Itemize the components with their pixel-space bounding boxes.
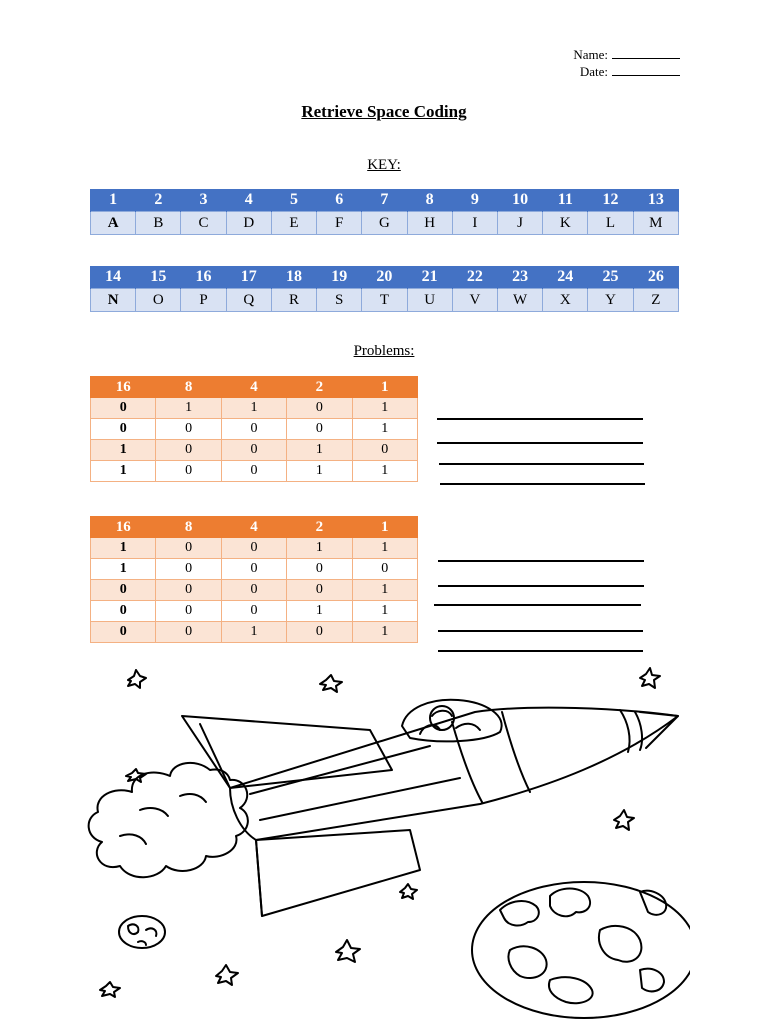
- problem-table-2: [90, 516, 418, 643]
- key-letter: U: [407, 289, 452, 312]
- key-number: 7: [362, 189, 407, 212]
- binary-digit: 0: [156, 580, 221, 601]
- key-letter: X: [543, 289, 588, 312]
- answer-line[interactable]: [438, 650, 643, 652]
- answer-line[interactable]: [440, 483, 645, 485]
- binary-digit: 0: [287, 580, 352, 601]
- binary-digit: 1: [156, 398, 221, 419]
- astronaut-icon: [402, 700, 502, 742]
- key-letter: B: [136, 212, 181, 235]
- problem-table-1: [90, 376, 418, 482]
- key-number: 10: [497, 189, 542, 212]
- place-value-header: 1: [352, 377, 417, 398]
- answer-line[interactable]: [438, 585, 644, 587]
- key-number: 4: [226, 189, 271, 212]
- binary-digit: 0: [221, 559, 286, 580]
- binary-digit: 0: [221, 461, 286, 482]
- binary-digit: 0: [91, 419, 156, 440]
- binary-row: [91, 419, 418, 440]
- binary-digit: 1: [352, 398, 417, 419]
- key-number: 14: [91, 266, 136, 289]
- binary-digit: 1: [91, 538, 156, 559]
- binary-digit: 0: [221, 538, 286, 559]
- key-letter: C: [181, 212, 226, 235]
- binary-digit: 1: [287, 440, 352, 461]
- key-number-row: [91, 266, 679, 289]
- binary-digit: 0: [287, 419, 352, 440]
- star-icon: [640, 668, 660, 688]
- moon-icon: [119, 916, 165, 948]
- key-number: 24: [543, 266, 588, 289]
- star-icon: [128, 670, 146, 688]
- binary-digit: 0: [221, 419, 286, 440]
- key-number: 18: [271, 266, 316, 289]
- date-label: Date:: [579, 64, 608, 79]
- date-blank[interactable]: [612, 63, 680, 76]
- key-number: 8: [407, 189, 452, 212]
- key-letter: G: [362, 212, 407, 235]
- place-value-header: 2: [287, 377, 352, 398]
- name-blank[interactable]: [612, 46, 680, 59]
- key-letter: R: [271, 289, 316, 312]
- key-letter: K: [543, 212, 588, 235]
- key-number-row: [91, 189, 679, 212]
- key-number: 17: [226, 266, 271, 289]
- binary-digit: 0: [91, 580, 156, 601]
- binary-row: [91, 440, 418, 461]
- binary-digit: 0: [352, 559, 417, 580]
- binary-digit: 1: [287, 538, 352, 559]
- binary-row: [91, 580, 418, 601]
- key-label: KEY:: [367, 157, 401, 173]
- binary-digit: 0: [91, 601, 156, 622]
- binary-digit: 0: [287, 622, 352, 643]
- key-number: 3: [181, 189, 226, 212]
- name-field[interactable]: [520, 46, 680, 63]
- key-number: 21: [407, 266, 452, 289]
- binary-digit: 0: [91, 622, 156, 643]
- key-table-1: [90, 189, 679, 235]
- star-icon: [216, 965, 238, 985]
- key-number: 6: [317, 189, 362, 212]
- key-letter-row: [91, 289, 679, 312]
- key-letter: L: [588, 212, 633, 235]
- key-number: 26: [633, 266, 678, 289]
- binary-digit: 0: [156, 538, 221, 559]
- rocket-icon: [182, 708, 678, 916]
- star-icon: [320, 675, 342, 692]
- binary-digit: 0: [287, 559, 352, 580]
- key-letter: P: [181, 289, 226, 312]
- key-letter: A: [91, 212, 136, 235]
- binary-row: [91, 398, 418, 419]
- key-number: 5: [271, 189, 316, 212]
- binary-digit: 0: [91, 398, 156, 419]
- header-fields: [520, 46, 680, 80]
- key-letter: Z: [633, 289, 678, 312]
- place-value-header-row: [91, 377, 418, 398]
- key-number: 25: [588, 266, 633, 289]
- key-letter: V: [452, 289, 497, 312]
- star-icon: [614, 810, 634, 830]
- star-icon: [336, 940, 360, 962]
- key-number: 1: [91, 189, 136, 212]
- binary-digit: 0: [156, 601, 221, 622]
- key-letter: E: [271, 212, 316, 235]
- key-letter: Q: [226, 289, 271, 312]
- binary-row: [91, 538, 418, 559]
- binary-digit: 0: [221, 440, 286, 461]
- place-value-header: 16: [91, 377, 156, 398]
- binary-row: [91, 601, 418, 622]
- key-letter: Y: [588, 289, 633, 312]
- key-letter: W: [497, 289, 542, 312]
- name-label: Name:: [573, 47, 608, 62]
- binary-digit: 0: [352, 440, 417, 461]
- place-value-header-row: [91, 517, 418, 538]
- place-value-header: 4: [221, 517, 286, 538]
- binary-digit: 1: [221, 622, 286, 643]
- planet-icon: [472, 882, 690, 1018]
- key-number: 19: [317, 266, 362, 289]
- place-value-header: 1: [352, 517, 417, 538]
- binary-digit: 1: [91, 440, 156, 461]
- key-number: 2: [136, 189, 181, 212]
- key-number: 15: [136, 266, 181, 289]
- date-field[interactable]: [520, 63, 680, 80]
- binary-digit: 0: [156, 419, 221, 440]
- key-number: 13: [633, 189, 678, 212]
- binary-digit: 1: [91, 559, 156, 580]
- binary-digit: 0: [156, 461, 221, 482]
- answer-line[interactable]: [437, 442, 643, 444]
- key-number: 23: [497, 266, 542, 289]
- place-value-header: 4: [221, 377, 286, 398]
- space-illustration: [80, 660, 690, 1020]
- key-letter: J: [497, 212, 542, 235]
- page-title: Retrieve Space Coding: [301, 102, 467, 121]
- binary-digit: 1: [287, 601, 352, 622]
- place-value-header: 16: [91, 517, 156, 538]
- binary-row: [91, 461, 418, 482]
- key-letter: T: [362, 289, 407, 312]
- key-letter: I: [452, 212, 497, 235]
- key-number: 11: [543, 189, 588, 212]
- place-value-header: 8: [156, 377, 221, 398]
- binary-row: [91, 622, 418, 643]
- key-letter: M: [633, 212, 678, 235]
- key-letter: O: [136, 289, 181, 312]
- key-number: 9: [452, 189, 497, 212]
- binary-digit: 1: [91, 461, 156, 482]
- key-letter-row: [91, 212, 679, 235]
- binary-digit: 0: [156, 440, 221, 461]
- binary-digit: 1: [352, 538, 417, 559]
- binary-row: [91, 559, 418, 580]
- key-letter: F: [317, 212, 362, 235]
- binary-digit: 1: [352, 419, 417, 440]
- key-number: 22: [452, 266, 497, 289]
- key-number: 20: [362, 266, 407, 289]
- binary-digit: 1: [221, 398, 286, 419]
- answer-line[interactable]: [434, 604, 641, 606]
- binary-digit: 0: [156, 559, 221, 580]
- binary-digit: 0: [221, 601, 286, 622]
- binary-digit: 1: [352, 622, 417, 643]
- key-letter: D: [226, 212, 271, 235]
- place-value-header: 2: [287, 517, 352, 538]
- key-number: 12: [588, 189, 633, 212]
- key-letter: S: [317, 289, 362, 312]
- answer-line[interactable]: [438, 630, 643, 632]
- problems-label: Problems:: [353, 343, 415, 359]
- key-letter: N: [91, 289, 136, 312]
- answer-line[interactable]: [437, 418, 643, 420]
- star-icon: [100, 982, 120, 997]
- key-number: 16: [181, 266, 226, 289]
- star-icon: [400, 884, 417, 899]
- binary-digit: 1: [352, 461, 417, 482]
- binary-digit: 0: [156, 622, 221, 643]
- key-letter: H: [407, 212, 452, 235]
- place-value-header: 8: [156, 517, 221, 538]
- binary-digit: 1: [287, 461, 352, 482]
- answer-line[interactable]: [439, 463, 644, 465]
- binary-digit: 1: [352, 580, 417, 601]
- binary-digit: 1: [352, 601, 417, 622]
- answer-line[interactable]: [438, 560, 644, 562]
- key-table-2: [90, 266, 679, 312]
- binary-digit: 0: [221, 580, 286, 601]
- binary-digit: 0: [287, 398, 352, 419]
